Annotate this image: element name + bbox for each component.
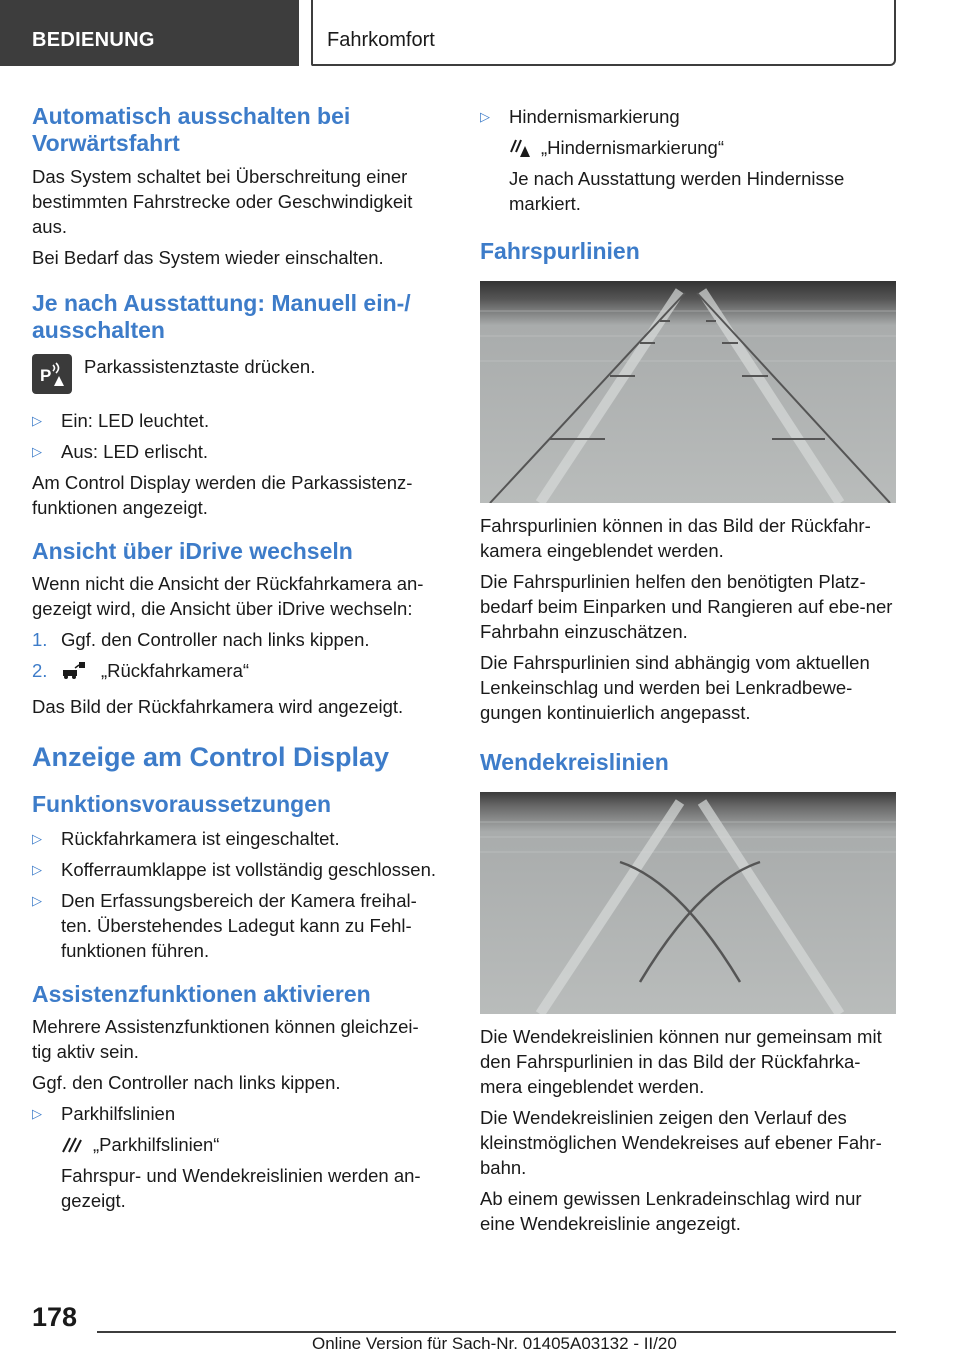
icon-line <box>509 135 896 160</box>
paragraph: Die Wendekreislinien zeigen den Verlauf des kleinstmöglichen Wendekreises auf ebener Fahr-bahn. <box>480 1107 882 1178</box>
list-item-label: Hindernismarkierung <box>509 106 680 127</box>
list-item: ▷ Rückfahrkamera ist eingeschaltet. <box>32 826 450 851</box>
list-item: ▷ Den Erfassungsbereich der Kamera freihal-ten. Überstehendes Ladegut kann zu Fehl-funktionen führen. <box>32 888 432 963</box>
list-item: ▷ Ein: LED leuchtet. <box>32 408 450 433</box>
heading-auto-off: Automatisch ausschalten bei Vorwärtsfahrt <box>32 103 351 156</box>
page-number: 178 <box>32 1302 78 1332</box>
rear-camera-icon <box>61 660 87 682</box>
right-column <box>480 104 896 1236</box>
version-note: Online Version für Sach-Nr. 01405A03132 - II/20 <box>312 1334 677 1353</box>
paragraph: Ab einem gewissen Lenkradeinschlag wird nur eine Wendekreislinie angezeigt. <box>480 1188 862 1234</box>
svg-text:P: P <box>40 366 52 385</box>
icon-label: „Hindernismarkierung“ <box>541 137 725 158</box>
heading-idrive: Ansicht über iDrive wechseln <box>32 538 353 564</box>
step-list <box>32 627 450 688</box>
paragraph: Fahrspur- und Wendekreislinien werden an-gezeigt. <box>61 1164 421 1211</box>
paragraph: Die Fahrspurlinien helfen den benötigten Platz-bedarf beim Einparken und Rangieren auf ebe-ner Fahrbahn einzuschätzen. <box>480 571 893 642</box>
paragraph: Wenn nicht die Ansicht der Rückfahrkamera an-gezeigt wird, die Ansicht über iDrive wechseln: <box>32 573 424 619</box>
park-assist-button-icon <box>32 354 72 394</box>
section-tab <box>0 0 299 66</box>
assist-list <box>32 1101 450 1213</box>
paragraph: Mehrere Assistenzfunktionen können gleichzei-tig aktiv sein. <box>32 1015 419 1062</box>
step-text: „Rückfahrkamera“ <box>101 660 250 681</box>
left-column <box>32 100 450 1219</box>
heading-lanes: Fahrspurlinien <box>480 238 640 264</box>
paragraph: Fahrspurlinien können in das Bild der Rückfahr-kamera eingeblendet werden. <box>480 515 871 561</box>
page-header <box>0 0 960 66</box>
list-item-hindernis <box>480 104 896 216</box>
list-item-label: Parkhilfslinien <box>61 1102 176 1124</box>
list-item-detail <box>509 135 896 216</box>
list-item-detail <box>61 1132 450 1213</box>
heading-manual: Je nach Ausstattung: Manuell ein-/ ausschalten <box>32 290 411 343</box>
chapter-tab <box>311 0 896 66</box>
step-number: 1. <box>32 629 48 650</box>
step-item <box>32 627 450 652</box>
lane-lines-image <box>480 281 896 503</box>
icon-line <box>61 1132 450 1157</box>
step-text: Ggf. den Controller nach links kippen. <box>61 629 370 650</box>
turning-circle-image <box>480 792 896 1014</box>
heading-prereq: Funktionsvoraussetzungen <box>32 790 332 817</box>
button-instruction-text: Parkassistenztaste drücken. <box>84 356 316 377</box>
heading-assist: Assistenzfunktionen aktivieren <box>32 980 371 1007</box>
section-title: BEDIENUNG <box>32 29 155 51</box>
assist-list-cont <box>480 104 896 216</box>
paragraph: Bei Bedarf das System wieder einschalten. <box>32 247 384 268</box>
icon-label: „Parkhilfslinien“ <box>93 1133 220 1155</box>
button-instruction <box>32 354 450 394</box>
paragraph: Ggf. den Controller nach links kippen. <box>32 1071 341 1093</box>
step-number: 2. <box>32 660 48 681</box>
prereq-list <box>32 826 450 963</box>
step-item <box>32 658 450 688</box>
paragraph: Je nach Ausstattung werden Hindernisse markiert. <box>509 168 845 214</box>
page-footer <box>0 1290 960 1362</box>
paragraph: Das Bild der Rückfahrkamera wird angezeigt. <box>32 695 404 717</box>
step-icon-line <box>61 658 249 683</box>
led-list <box>32 408 450 464</box>
list-item-parkhilf <box>32 1101 450 1213</box>
heading-display: Anzeige am Control Display <box>32 741 390 772</box>
paragraph: Die Wendekreislinien können nur gemeinsam mit den Fahrspurlinien in das Bild der Rückfahrka-mera eingeblendet werden. <box>480 1026 882 1097</box>
footer-divider <box>97 1331 896 1333</box>
chapter-title: Fahrkomfort <box>327 29 435 51</box>
paragraph: Das System schaltet bei Überschreitung einer bestimmten Fahrstrecke oder Geschwindigkeit aus. <box>32 166 413 237</box>
list-item: ▷ Kofferraumklappe ist vollständig geschlossen. <box>32 857 450 882</box>
parking-lines-icon <box>61 1134 83 1154</box>
paragraph: Die Fahrspurlinien sind abhängig vom aktuellen Lenkeinschlag und werden bei Lenkradbewe-gungen kontinuierlich angepasst. <box>480 652 870 723</box>
paragraph: Am Control Display werden die Parkassistenz-funktionen angezeigt. <box>32 472 413 518</box>
heading-turn: Wendekreislinien <box>480 749 669 775</box>
list-item: ▷ Aus: LED erlischt. <box>32 439 450 464</box>
obstacle-marking-icon <box>509 138 531 158</box>
